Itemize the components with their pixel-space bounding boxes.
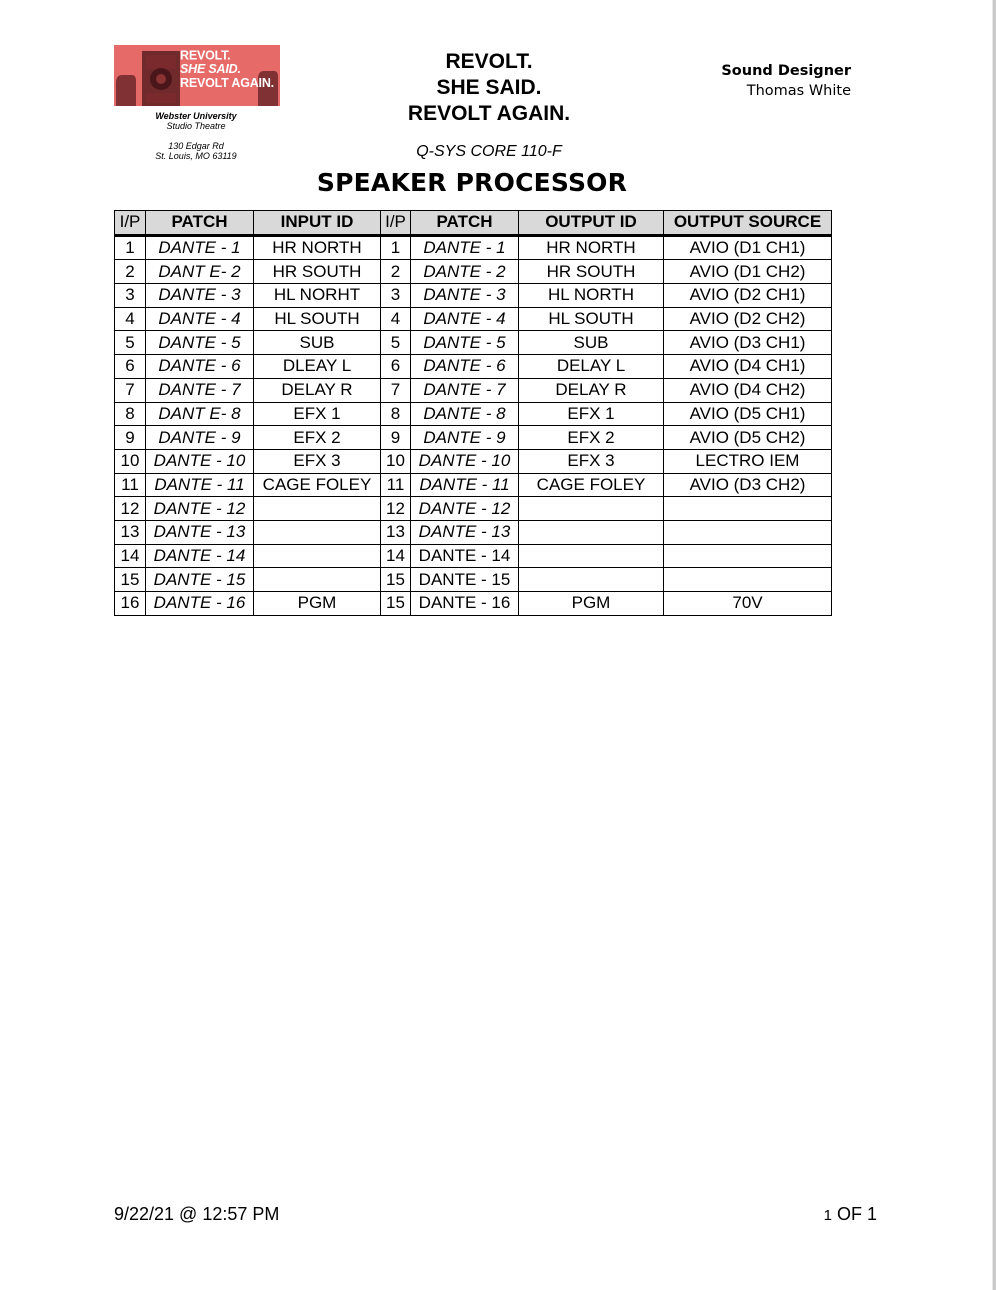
cell-input-id: CAGE FOLEY <box>254 473 381 497</box>
table-row <box>115 331 832 355</box>
table-row <box>115 378 832 402</box>
cell-output-ip: 3 <box>381 284 411 308</box>
cell-input-patch: DANTE - 9 <box>146 426 254 450</box>
cell-output-source: AVIO (D4 CH1) <box>664 355 832 379</box>
logo-wordmark: REVOLT. SHE SAID. REVOLT AGAIN. <box>180 47 274 90</box>
cell-output-patch: DANTE - 10 <box>411 449 519 473</box>
table-row <box>115 592 832 616</box>
cell-output-ip: 9 <box>381 426 411 450</box>
cell-output-id: PGM <box>519 592 664 616</box>
cell-input-ip: 1 <box>115 235 146 260</box>
cell-input-id <box>254 520 381 544</box>
table-row <box>115 520 832 544</box>
cell-input-ip: 13 <box>115 520 146 544</box>
cell-output-id: EFX 1 <box>519 402 664 426</box>
cell-input-patch: DANTE - 10 <box>146 449 254 473</box>
cell-output-source: 70V <box>664 592 832 616</box>
table-row <box>115 473 832 497</box>
page-edge-inner <box>992 0 993 1290</box>
cell-input-id <box>254 497 381 521</box>
cell-output-ip: 15 <box>381 568 411 592</box>
table-row <box>115 426 832 450</box>
cell-output-ip: 8 <box>381 402 411 426</box>
table-row <box>115 260 832 284</box>
table-row <box>115 355 832 379</box>
cell-input-id: DLEAY L <box>254 355 381 379</box>
cell-input-ip: 2 <box>115 260 146 284</box>
col-header-input-patch: PATCH <box>146 211 254 236</box>
cell-input-patch: DANTE - 12 <box>146 497 254 521</box>
cell-input-id: DELAY R <box>254 378 381 402</box>
cell-input-ip: 7 <box>115 378 146 402</box>
table-header-row <box>115 211 832 236</box>
cell-output-source: AVIO (D1 CH1) <box>664 235 832 260</box>
cell-input-patch: DANTE - 14 <box>146 544 254 568</box>
cell-output-source: LECTRO IEM <box>664 449 832 473</box>
cell-input-id: HR SOUTH <box>254 260 381 284</box>
cell-input-ip: 10 <box>115 449 146 473</box>
patch-table <box>114 210 832 616</box>
cell-output-patch: DANTE - 13 <box>411 520 519 544</box>
cell-output-patch: DANTE - 8 <box>411 402 519 426</box>
cell-input-patch: DANTE - 7 <box>146 378 254 402</box>
cell-output-id <box>519 520 664 544</box>
col-header-output-id: OUTPUT ID <box>519 211 664 236</box>
cell-input-id: PGM <box>254 592 381 616</box>
page-number: 1 OF 1 <box>823 1204 877 1224</box>
cell-input-patch: DANTE - 3 <box>146 284 254 308</box>
cell-output-ip: 13 <box>381 520 411 544</box>
cell-input-patch: DANT E- 8 <box>146 402 254 426</box>
cell-input-id: HR NORTH <box>254 235 381 260</box>
designer-role: Sound Designer <box>721 63 851 79</box>
cell-output-patch: DANTE - 2 <box>411 260 519 284</box>
cell-output-id: DELAY R <box>519 378 664 402</box>
cell-input-patch: DANT E- 2 <box>146 260 254 284</box>
cell-input-id: EFX 2 <box>254 426 381 450</box>
designer-credit <box>700 61 851 101</box>
cell-output-source: AVIO (D1 CH2) <box>664 260 832 284</box>
cell-output-id: CAGE FOLEY <box>519 473 664 497</box>
cell-output-ip: 15 <box>381 592 411 616</box>
cell-output-ip: 6 <box>381 355 411 379</box>
cell-input-patch: DANTE - 16 <box>146 592 254 616</box>
cell-output-id: HL NORTH <box>519 284 664 308</box>
cell-output-source: AVIO (D5 CH1) <box>664 402 832 426</box>
cell-input-ip: 16 <box>115 592 146 616</box>
cell-input-id: EFX 3 <box>254 449 381 473</box>
cell-output-source: AVIO (D3 CH1) <box>664 331 832 355</box>
cell-output-id: EFX 2 <box>519 426 664 450</box>
venue-address: 130 Edgar Rd St. Louis, MO 63119 <box>155 141 237 161</box>
cell-input-id: HL NORHT <box>254 284 381 308</box>
col-header-output-patch: PATCH <box>411 211 519 236</box>
show-title: REVOLT. SHE SAID. REVOLT AGAIN. <box>407 50 571 125</box>
print-timestamp: 9/22/21 @ 12:57 PM <box>114 1204 280 1224</box>
table-row <box>115 284 832 308</box>
cell-output-source: AVIO (D2 CH2) <box>664 307 832 331</box>
cell-output-patch: DANTE - 3 <box>411 284 519 308</box>
cell-output-patch: DANTE - 7 <box>411 378 519 402</box>
document-title: SPEAKER PROCESSOR <box>316 168 628 197</box>
cell-output-ip: 14 <box>381 544 411 568</box>
cell-input-patch: DANTE - 6 <box>146 355 254 379</box>
cell-output-ip: 5 <box>381 331 411 355</box>
cell-output-source: AVIO (D4 CH2) <box>664 378 832 402</box>
cell-output-id: HL SOUTH <box>519 307 664 331</box>
cell-input-ip: 9 <box>115 426 146 450</box>
cell-output-source <box>664 544 832 568</box>
cell-output-id: EFX 3 <box>519 449 664 473</box>
cell-output-patch: DANTE - 15 <box>411 568 519 592</box>
cell-output-id: HR SOUTH <box>519 260 664 284</box>
document-subtitle: Q-SYS CORE 110-F <box>416 143 562 160</box>
cell-output-source <box>664 497 832 521</box>
cell-input-ip: 12 <box>115 497 146 521</box>
cell-output-patch: DANTE - 9 <box>411 426 519 450</box>
cell-output-patch: DANTE - 6 <box>411 355 519 379</box>
table-row <box>115 497 832 521</box>
table-row <box>115 307 832 331</box>
cell-input-ip: 15 <box>115 568 146 592</box>
cell-input-ip: 5 <box>115 331 146 355</box>
cell-input-id <box>254 544 381 568</box>
cell-output-source: AVIO (D3 CH2) <box>664 473 832 497</box>
show-logo <box>114 45 280 106</box>
cell-output-ip: 2 <box>381 260 411 284</box>
cell-output-source <box>664 520 832 544</box>
cell-output-patch: DANTE - 4 <box>411 307 519 331</box>
table-row <box>115 449 832 473</box>
cell-input-ip: 6 <box>115 355 146 379</box>
cell-input-patch: DANTE - 11 <box>146 473 254 497</box>
cell-output-ip: 12 <box>381 497 411 521</box>
table-row <box>115 568 832 592</box>
table-row <box>115 402 832 426</box>
cell-input-ip: 14 <box>115 544 146 568</box>
table-row <box>115 544 832 568</box>
cell-output-ip: 10 <box>381 449 411 473</box>
designer-name: Thomas White <box>746 83 851 99</box>
cell-input-ip: 11 <box>115 473 146 497</box>
cell-input-patch: DANTE - 5 <box>146 331 254 355</box>
cell-output-patch: DANTE - 16 <box>411 592 519 616</box>
cell-output-ip: 11 <box>381 473 411 497</box>
cell-input-id: EFX 1 <box>254 402 381 426</box>
cell-input-patch: DANTE - 13 <box>146 520 254 544</box>
cell-output-id <box>519 544 664 568</box>
col-header-input-id: INPUT ID <box>254 211 381 236</box>
cell-output-patch: DANTE - 5 <box>411 331 519 355</box>
cell-output-id <box>519 568 664 592</box>
venue-name: Webster University Studio Theatre <box>155 111 237 131</box>
cell-output-id: HR NORTH <box>519 235 664 260</box>
col-header-output-ip: I/P <box>381 211 411 236</box>
cell-output-patch: DANTE - 11 <box>411 473 519 497</box>
cell-output-source: AVIO (D5 CH2) <box>664 426 832 450</box>
cell-output-ip: 7 <box>381 378 411 402</box>
cell-input-patch: DANTE - 4 <box>146 307 254 331</box>
cell-output-source <box>664 568 832 592</box>
cell-output-id: SUB <box>519 331 664 355</box>
cell-output-id <box>519 497 664 521</box>
cell-input-id: SUB <box>254 331 381 355</box>
cell-output-ip: 4 <box>381 307 411 331</box>
cell-input-patch: DANTE - 15 <box>146 568 254 592</box>
cell-input-patch: DANTE - 1 <box>146 235 254 260</box>
cell-output-patch: DANTE - 12 <box>411 497 519 521</box>
cell-input-ip: 4 <box>115 307 146 331</box>
cell-output-ip: 1 <box>381 235 411 260</box>
cell-output-patch: DANTE - 1 <box>411 235 519 260</box>
cell-output-source: AVIO (D2 CH1) <box>664 284 832 308</box>
col-header-output-source: OUTPUT SOURCE <box>664 211 832 236</box>
cell-input-id: HL SOUTH <box>254 307 381 331</box>
cell-output-id: DELAY L <box>519 355 664 379</box>
cell-input-ip: 8 <box>115 402 146 426</box>
cell-input-id <box>254 568 381 592</box>
cell-output-patch: DANTE - 14 <box>411 544 519 568</box>
table-row <box>115 235 832 260</box>
cell-input-ip: 3 <box>115 284 146 308</box>
col-header-input-ip: I/P <box>115 211 146 236</box>
